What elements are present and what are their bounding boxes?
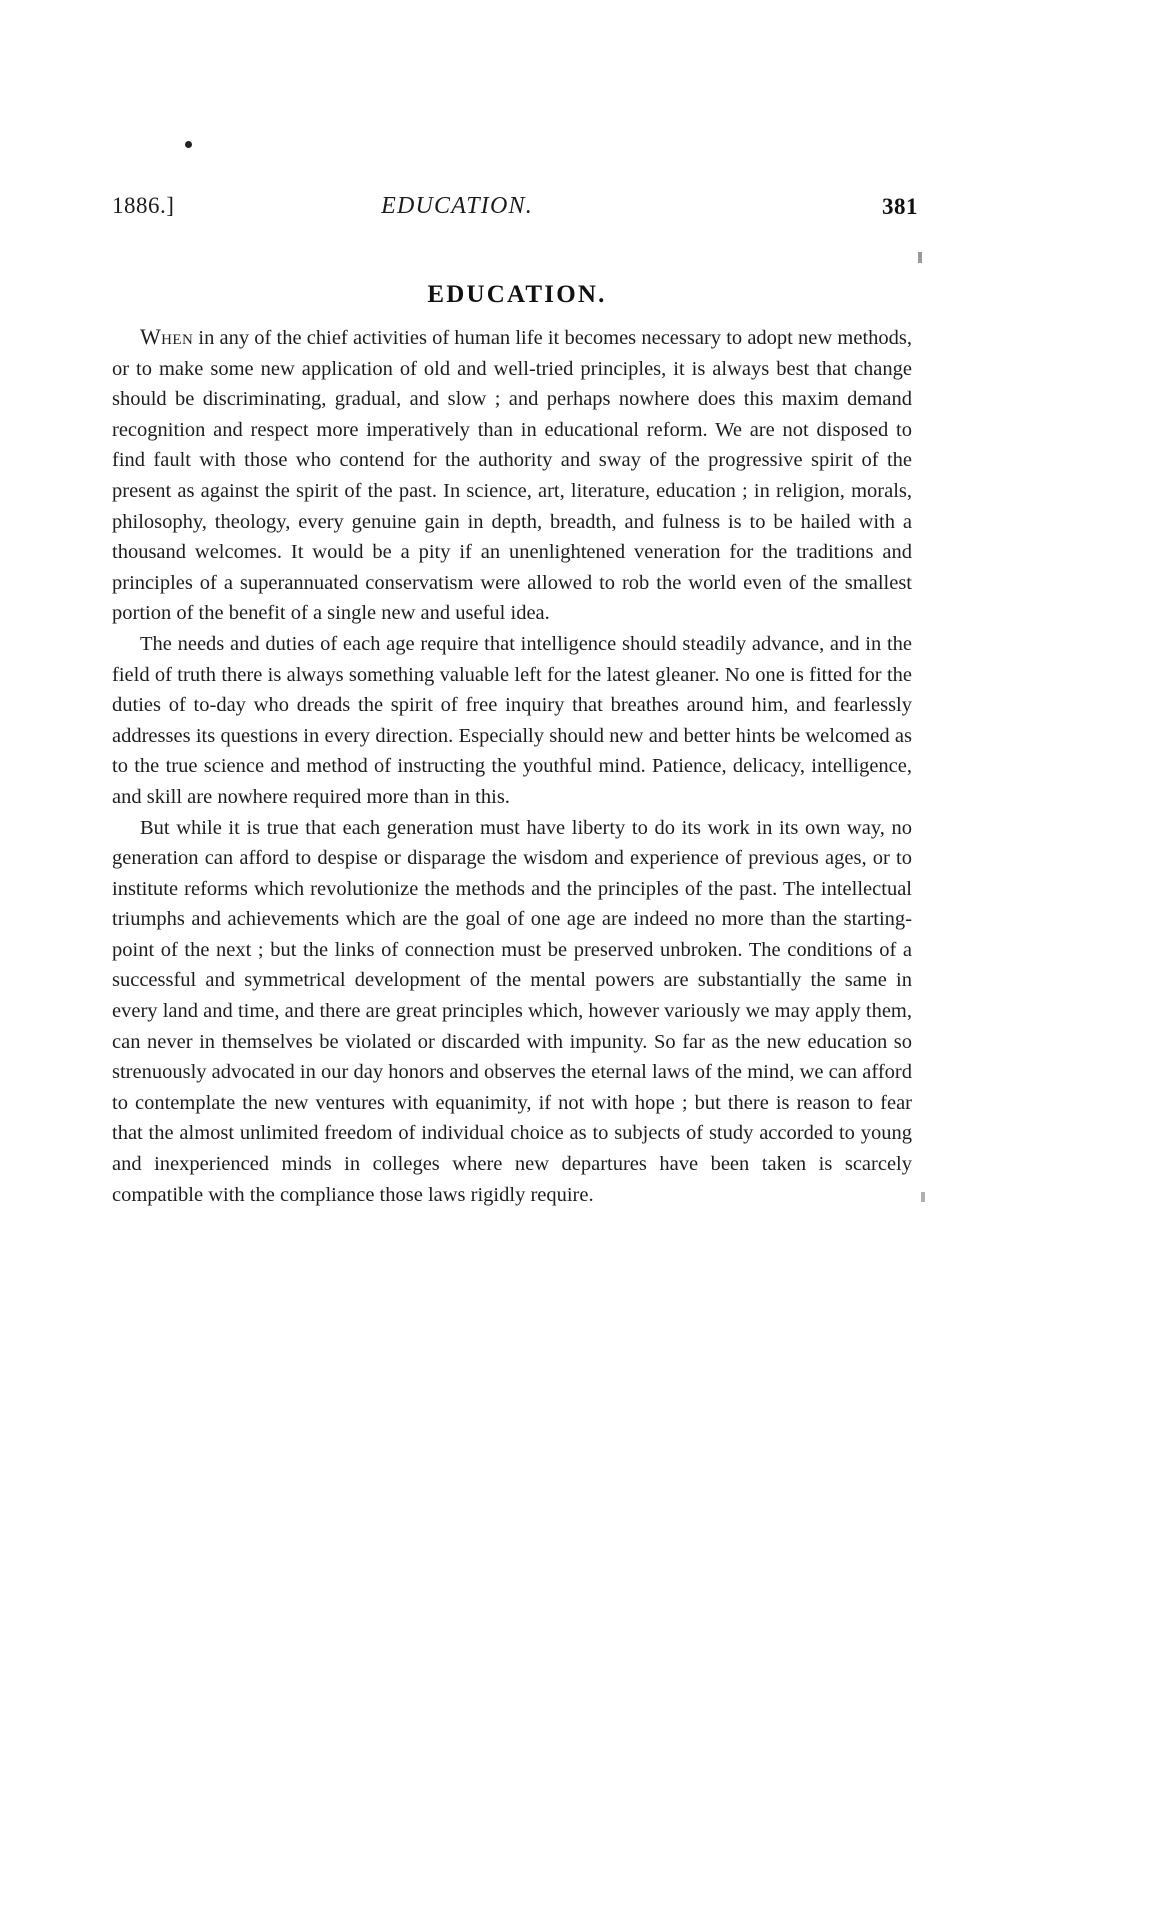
running-head-title: EDUCATION.: [381, 193, 533, 219]
page-title: EDUCATION.: [427, 281, 607, 308]
ink-speck-icon: [185, 141, 192, 148]
paragraph: [112, 813, 912, 1211]
paragraph: [112, 322, 912, 629]
margin-speck-icon: [921, 1192, 925, 1202]
paragraph: [112, 629, 912, 813]
paragraph-text: But while it is true that each generation must have liberty to do its work in its own way, no generation can afford to despise or disparage the wisdom and experience of previous ages, or to institute reforms which revolutionize the methods and the principles of the past. The intellectual triumphs and achievements which are the goal of one age are indeed no more than the starting-point of the next ; but the links of connection must be preserved unbroken. The conditions of a successful and symmetrical development of the mental powers are substantially the same in every land and time, and there are great principles which, however variously we may apply them, can never in themselves be violated or discarded with impunity. So far as the new education so strenuously advocated in our day honors and observes the eternal laws of the mind, we can afford to contemplate the new ventures with equanimity, if not with hope ; but there is reason to fear that the almost unlimited freedom of individual choice as to subjects of study accorded to young and inexperienced minds in colleges where new departures have been taken is scarcely compatible with the compliance those laws rigidly require.: [112, 816, 912, 1206]
running-head-year: 1886.]: [112, 193, 175, 218]
article-body: [112, 322, 912, 1210]
paragraph-text: The needs and duties of each age require that intelligence should steadily advance, and in the field of truth there is always something valuable left for the latest gleaner. No one is fitted for the duties of to-day who dreads the spirit of free inquiry that breathes around him, and fearlessly addresses its questions in every direction. Especially should new and better hints be welcomed as to the true science and method of instructing the youthful mind. Patience, delicacy, intelligence, and skill are nowhere required more than in this.: [112, 632, 912, 808]
paragraph-lead-smallcaps: When: [140, 324, 194, 349]
running-head: [112, 193, 918, 225]
page-number: 381: [882, 194, 918, 219]
margin-speck-icon: [918, 252, 922, 263]
paragraph-text: in any of the chief activities of human life it becomes necessary to adopt new methods, or to make some new application of old and well-tried principles, it is always best that change should be discriminating, gradual, and slow ; and perhaps nowhere does this maxim demand recognition and respect more imperatively than in educational reform. We are not disposed to find fault with those who contend for the authority and sway of the progressive spirit of the present as against the spirit of the past. In science, art, literature, education ; in religion, morals, philosophy, theology, every genuine gain in depth, breadth, and fulness is to be hailed with a thousand welcomes. It would be a pity if an unenlightened veneration for the traditions and principles of a superannuated conservatism were allowed to rob the world even of the smallest portion of the benefit of a single new and useful idea.: [112, 327, 912, 625]
